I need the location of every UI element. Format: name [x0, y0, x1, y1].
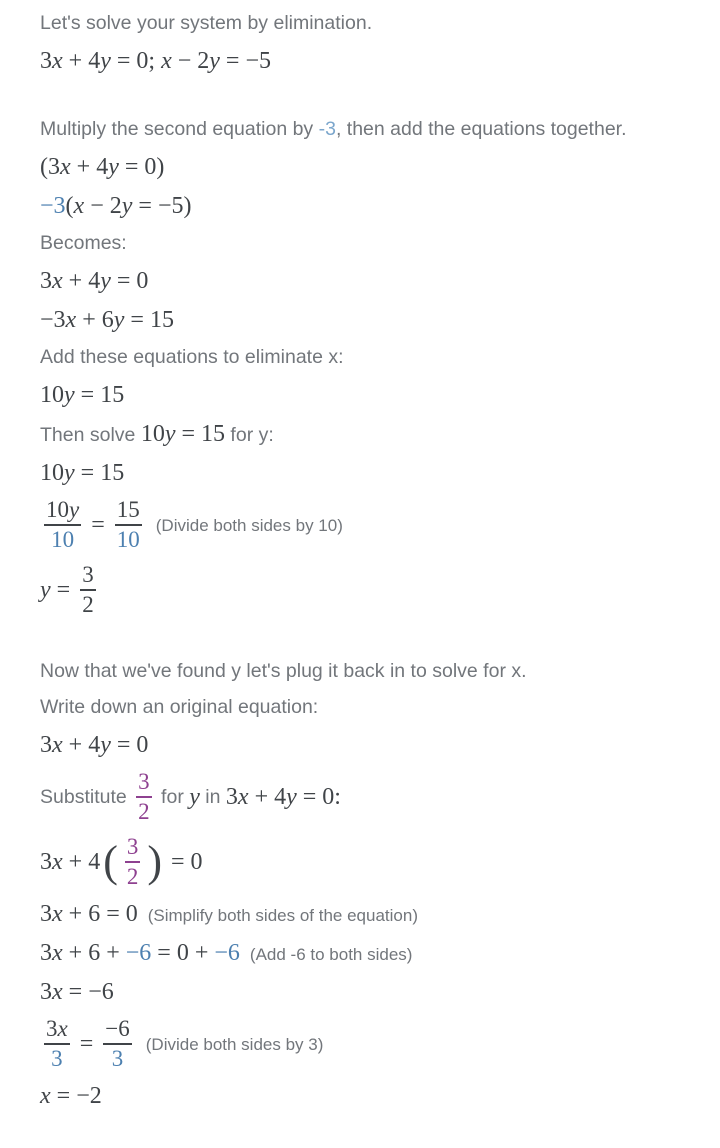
numerator: 10y [46, 497, 80, 522]
fraction-bar [44, 1043, 70, 1045]
math-segment: 3x + 4y = 0 [40, 268, 149, 294]
text-segment: in [199, 785, 226, 808]
text-segment: for [155, 785, 190, 808]
fraction [125, 834, 141, 890]
math-segment: 10y = 15 [40, 382, 125, 408]
denominator: 10 [116, 527, 140, 552]
numerator: 3 [126, 834, 139, 859]
math-segment: = [85, 512, 111, 538]
solution-section-3 [40, 658, 706, 1111]
annotation: (Divide both sides by 3) [145, 1034, 324, 1054]
solution-section-1 [40, 10, 706, 76]
text-segment: Becomes: [40, 232, 127, 254]
math-segment: −6 [125, 940, 152, 966]
equation-10y-15 [40, 458, 706, 488]
intro-statement [40, 10, 706, 37]
fraction-bar [136, 796, 152, 798]
math-segment: = 0 + [151, 940, 215, 966]
text-segment: Substitute [40, 785, 133, 808]
fraction [136, 769, 152, 825]
text-segment: Add these equations to eliminate x: [40, 346, 344, 368]
numerator: −6 [105, 1016, 130, 1041]
equation-first-parenthesized [40, 152, 706, 182]
text-segment: Multiply the second equation by [40, 118, 319, 140]
math-segment: 3x + 6 = 0 [40, 901, 138, 927]
solve-for-y-instruction [40, 419, 706, 449]
math-segment: y [189, 784, 200, 810]
y-result [40, 562, 706, 618]
math-segment: 3x + 4 [40, 849, 101, 875]
equation-first [40, 266, 706, 296]
text-segment: Now that we've found y let's plug it back in to solve for x. [40, 660, 527, 682]
denominator: 10 [51, 527, 75, 552]
text-segment: Let's solve your system by elimination. [40, 12, 373, 34]
math-segment: (3x + 4y = 0) [40, 154, 165, 180]
denominator: 3 [51, 1046, 63, 1071]
math-segment: 3x + 4y = 0: [225, 784, 341, 810]
substitute-instruction [40, 769, 706, 825]
text-segment: Write down an original equation: [40, 696, 319, 718]
text-segment: -3 [318, 118, 336, 140]
math-segment: 3x = −6 [40, 979, 114, 1005]
math-segment: 3x + 4y = 0 [40, 732, 149, 758]
math-segment: 10y = 15 [40, 460, 125, 486]
math-segment: −6 [214, 940, 240, 966]
math-segment: y = [40, 577, 77, 603]
fraction-bar [125, 861, 141, 863]
solution-body [40, 10, 706, 1111]
denominator: 2 [138, 799, 150, 824]
equation-second-result [40, 305, 706, 335]
big-paren: ( [103, 837, 118, 886]
text-segment: Then solve [40, 424, 141, 446]
add-equations-instruction [40, 344, 706, 371]
math-segment: x = −2 [40, 1083, 102, 1109]
equation-second-multiplied [40, 191, 706, 221]
solution-section-2 [40, 116, 706, 618]
plug-back-statement [40, 658, 706, 685]
numerator: 3 [138, 769, 150, 794]
math-segment: = 0 [165, 849, 203, 875]
fraction [44, 497, 81, 553]
annotation: (Simplify both sides of the equation) [147, 906, 418, 925]
denominator: 3 [111, 1046, 124, 1071]
text-segment: for y: [225, 424, 274, 446]
numerator: 3 [82, 562, 94, 587]
fraction-bar [103, 1043, 131, 1045]
add-negative-6-step [40, 938, 706, 968]
numerator: 15 [116, 497, 140, 522]
fraction [44, 1016, 70, 1072]
fraction [103, 1016, 131, 1072]
x-result [40, 1081, 706, 1111]
math-segment: (x − 2y = −5) [65, 193, 192, 219]
step-multiply-instruction [40, 116, 706, 143]
fraction [115, 497, 142, 553]
equation-3x-neg6 [40, 977, 706, 1007]
text-segment: , then add the equations together. [335, 118, 627, 140]
math-segment: 10y = 15 [140, 421, 226, 447]
original-equation [40, 730, 706, 760]
math-segment: −3x + 6y = 15 [40, 307, 174, 333]
math-segment: 3x + 6 + [40, 940, 126, 966]
math-segment: 3x + 4y = 0; x − 2y = −5 [40, 48, 271, 74]
math-segment: = [73, 1031, 100, 1057]
annotation: (Divide both sides by 10) [155, 515, 343, 535]
fraction-bar [44, 524, 81, 526]
simplify-step [40, 899, 706, 929]
fraction-bar [80, 589, 96, 591]
becomes-label [40, 230, 706, 257]
math-segment: −3 [40, 193, 66, 219]
divide-by-3-step [40, 1016, 706, 1072]
numerator: 3x [46, 1016, 68, 1041]
divide-by-10-step [40, 497, 706, 553]
denominator: 2 [126, 864, 139, 889]
system-equations [40, 46, 706, 76]
fraction [80, 562, 96, 618]
fraction-bar [115, 524, 142, 526]
annotation: (Add -6 to both sides) [249, 945, 413, 964]
denominator: 2 [82, 592, 94, 617]
substituted-equation [40, 834, 706, 890]
big-paren: ) [147, 837, 163, 886]
write-original-instruction [40, 694, 706, 721]
sum-equation [40, 380, 706, 410]
